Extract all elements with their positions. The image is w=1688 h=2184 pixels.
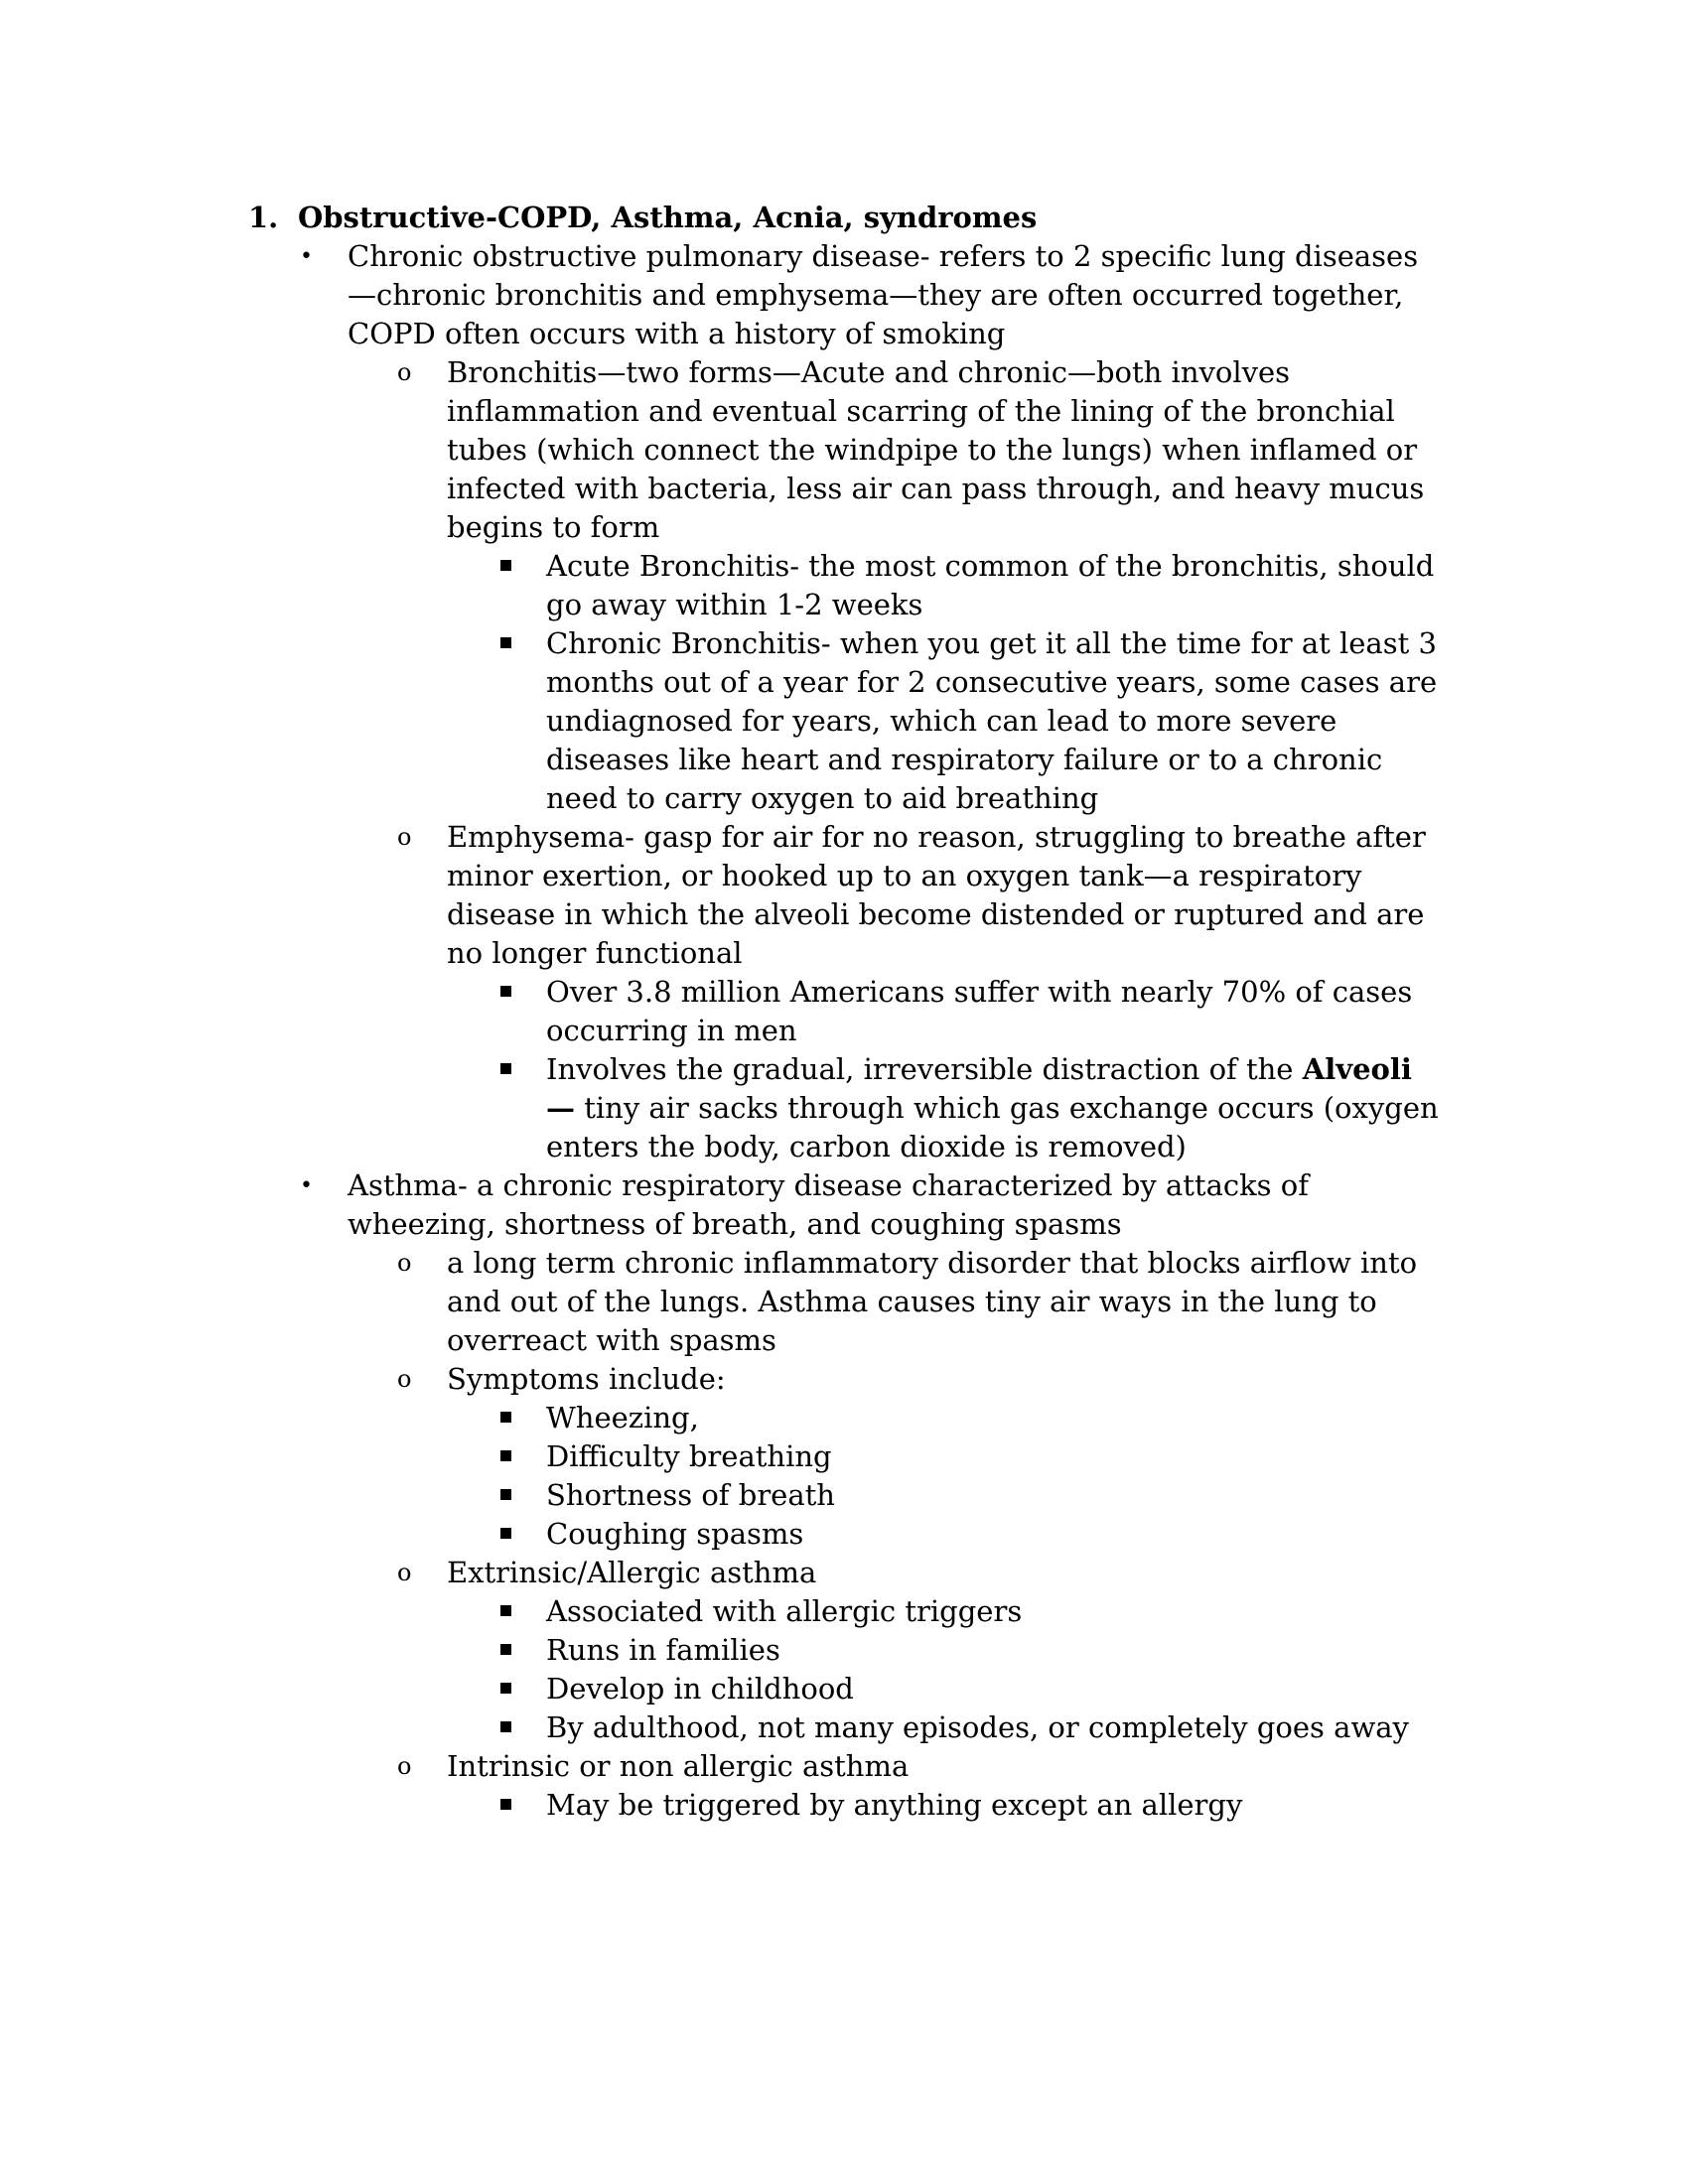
circle-marker: o [397, 1559, 412, 1586]
heading-text: Obstructive-COPD, Asthma, Acnia, syndromes [298, 201, 1038, 234]
extrinsic-title: Extrinsic/Allergic asthma [447, 1556, 817, 1589]
asthma-text: Asthma- a chronic respiratory disease characterized by attacks of wheezing, shortness of breath, and coughing spasms [348, 1168, 1309, 1241]
square-marker [500, 1644, 511, 1655]
square-marker [500, 1489, 511, 1500]
list-item [248, 1399, 1440, 1437]
list-item-text: Associated with allergic triggers [546, 1594, 1023, 1628]
list-item [248, 1476, 1440, 1515]
list-item-copd [248, 237, 1440, 353]
square-marker [500, 986, 511, 997]
list-item-text [546, 1050, 1440, 1166]
symptoms-title: Symptoms include: [447, 1362, 726, 1396]
list-item [248, 1515, 1440, 1554]
list-item-extrinsic-asthma [248, 1554, 1440, 1592]
bullet-marker: • [300, 244, 313, 269]
list-item-text: Chronic Bronchitis- when you get it all the time for at least 3 months out of a year for 2 consecutive years, some cases are undiagnosed for years, which can lead to more severe diseases like heart and respiratory failure or to a chronic need to carry oxygen to aid breathing [546, 626, 1438, 815]
heading-number: 1. [248, 201, 279, 234]
square-marker [500, 1063, 511, 1074]
list-item-acute-bronchitis [248, 547, 1440, 624]
list-item-text: Difficulty breathing [546, 1439, 832, 1473]
section-heading [248, 199, 1440, 237]
list-item-alveoli [248, 1050, 1440, 1166]
circle-marker: o [397, 358, 412, 386]
alveoli-text-post: tiny air sacks through which gas exchange occurs (oxygen enters the body, carbon dioxide is removed) [546, 1091, 1439, 1163]
list-item [248, 1708, 1440, 1747]
list-item-chronic-bronchitis [248, 624, 1440, 818]
list-item [248, 1670, 1440, 1708]
list-item [248, 1592, 1440, 1631]
intrinsic-title: Intrinsic or non allergic asthma [447, 1749, 910, 1783]
circle-marker: o [397, 1365, 412, 1393]
list-item-emphysema [248, 818, 1440, 973]
list-item-asthma [248, 1166, 1440, 1244]
square-marker [500, 560, 511, 571]
list-item-text: May be triggered by anything except an allergy [546, 1788, 1243, 1822]
list-item-intrinsic-asthma [248, 1747, 1440, 1786]
document-body [248, 199, 1440, 1825]
square-marker [500, 1605, 511, 1616]
square-marker [500, 1799, 511, 1810]
bullet-marker: • [300, 1173, 313, 1198]
copd-text: Chronic obstructive pulmonary disease- refers to 2 specific lung diseases—chronic bronchitis and emphysema—they are often occurred together, COPD often occurs with a history of smoking [348, 239, 1419, 350]
emphysema-text: Emphysema- gasp for air for no reason, struggling to breathe after minor exertion, or hooked up to an oxygen tank—a respiratory disease in which the alveoli become distended or ruptured and are no longer functional [447, 820, 1426, 970]
list-item-text: Coughing spasms [546, 1517, 804, 1551]
circle-marker: o [397, 823, 412, 851]
list-item-asthma-definition [248, 1244, 1440, 1360]
list-item-text: Over 3.8 million Americans suffer with nearly 70% of cases occurring in men [546, 975, 1413, 1047]
list-item-text: Develop in childhood [546, 1672, 854, 1706]
asthma-definition-text: a long term chronic inflammatory disorder that blocks airflow into and out of the lungs. Asthma causes tiny air ways in the lung to overreact with spasms [447, 1246, 1418, 1357]
list-item-text: By adulthood, not many episodes, or completely goes away [546, 1710, 1409, 1744]
list-item-symptoms [248, 1360, 1440, 1399]
square-marker [500, 1412, 511, 1423]
list-item-emphysema-stats [248, 973, 1440, 1050]
list-item [248, 1786, 1440, 1825]
list-item-text: Runs in families [546, 1633, 780, 1667]
alveoli-term: Alveoli— [546, 1052, 1412, 1125]
list-item [248, 1631, 1440, 1670]
alveoli-text-pre: Involves the gradual, irreversible distraction of the [546, 1052, 1303, 1086]
list-item [248, 1437, 1440, 1476]
square-marker [500, 1450, 511, 1461]
square-marker [500, 1683, 511, 1694]
list-item-text: Acute Bronchitis- the most common of the bronchitis, should go away within 1-2 weeks [546, 549, 1435, 621]
square-marker [500, 1528, 511, 1539]
list-item-bronchitis [248, 353, 1440, 547]
square-marker [500, 1721, 511, 1732]
circle-marker: o [397, 1752, 412, 1780]
list-item-text: Wheezing, [546, 1401, 699, 1434]
circle-marker: o [397, 1249, 412, 1277]
square-marker [500, 637, 511, 648]
bronchitis-text: Bronchitis—two forms—Acute and chronic—both involves inflammation and eventual scarring of the lining of the bronchial tubes (which connect the windpipe to the lungs) when inflamed or infected with bacteria, less air can pass through, and heavy mucus begins to form [447, 355, 1425, 544]
list-item-text: Shortness of breath [546, 1478, 835, 1512]
